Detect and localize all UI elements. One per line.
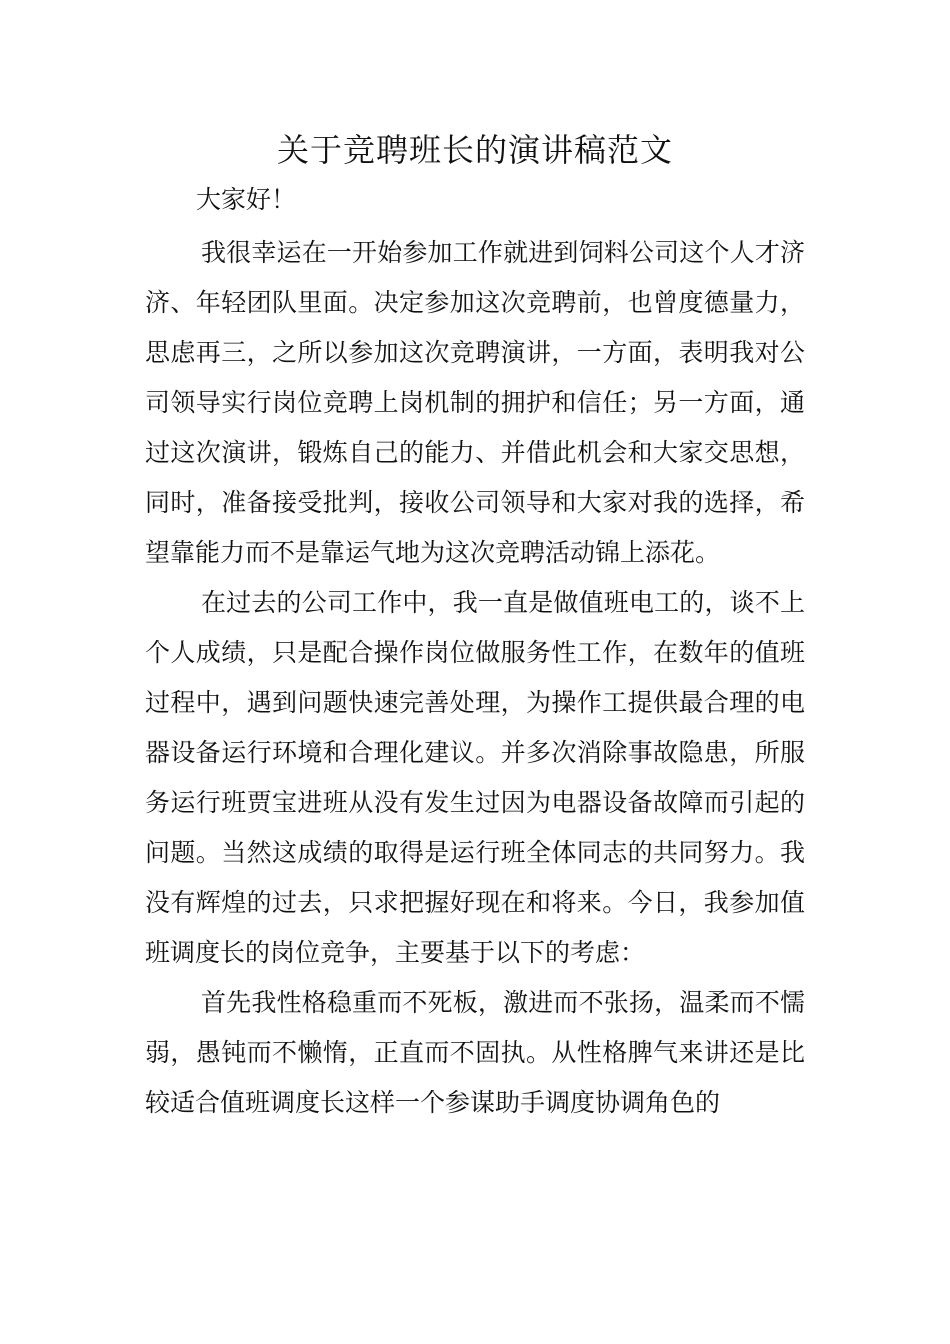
- paragraph-1: 我很幸运在一开始参加工作就进到饲料公司这个人才济济、年轻团队里面。决定参加这次竞聘前，也曾度德量力，思虑再三，之所以参加这次竞聘演讲，一方面，表明我对公司领导实行岗位竞聘上岗机制的拥护和信任；另一方面，通过这次演讲，锻炼自己的能力、并借此机会和大家交思想，同时，准备接受批判，接收公司领导和大家对我的选择，希望靠能力而不是靠运气地为这次竞聘活动锦上添花。: [145, 238, 805, 567]
- paragraph-2: 在过去的公司工作中，我一直是做值班电工的，谈不上个人成绩，只是配合操作岗位做服务性工作，在数年的值班过程中，遇到问题快速完善处理，为操作工提供最合理的电器设备运行环境和合理化建议。并多次消除事故隐患，所服务运行班贾宝进班从没有发生过因为电器设备故障而引起的问题。当然这成绩的取得是运行班全体同志的共同努力。我没有辉煌的过去，只求把握好现在和将来。今日，我参加值班调度长的岗位竞争，主要基于以下的考虑：: [145, 588, 805, 967]
- greeting-line: 大家好！: [196, 185, 297, 214]
- paragraph-3: 首先我性格稳重而不死板，激进而不张扬，温柔而不懦弱，愚钝而不懒惰，正直而不固执。从性格脾气来讲还是比较适合值班调度长这样一个参谋助手调度协调角色的: [145, 988, 805, 1117]
- document-title: 关于竞聘班长的演讲稿范文: [276, 131, 673, 169]
- document-body: [145, 228, 805, 1128]
